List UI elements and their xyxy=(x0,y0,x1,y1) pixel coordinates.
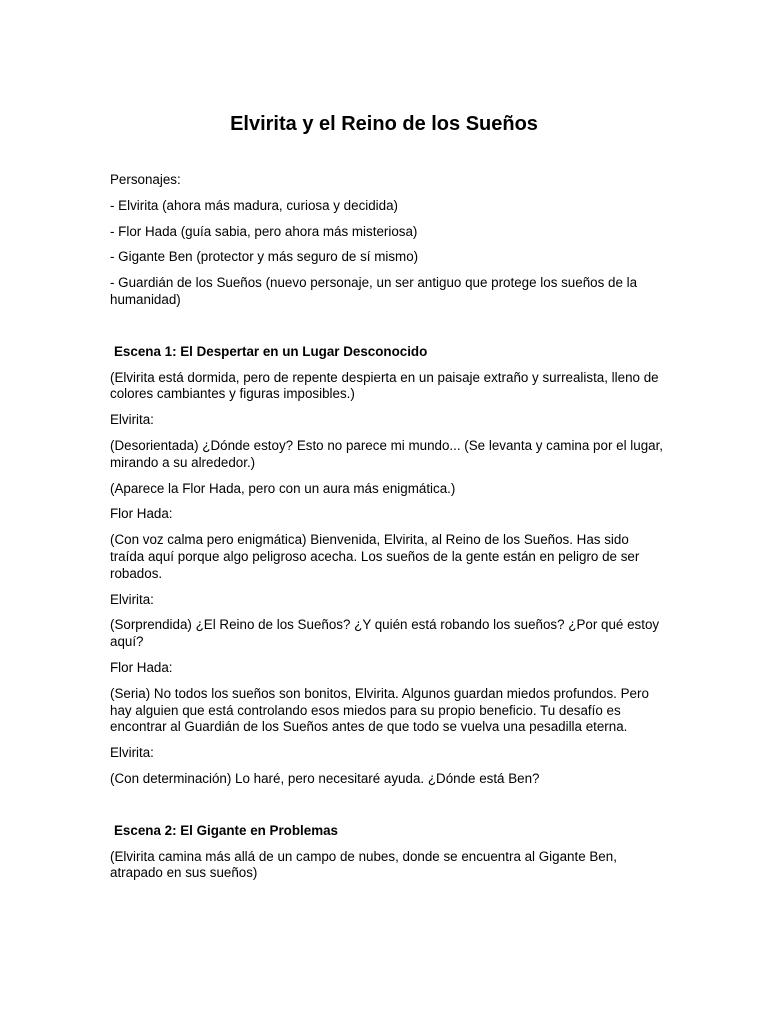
scene-1-heading: Escena 1: El Despertar en un Lugar Desconocido xyxy=(114,343,428,359)
script-line: Flor Hada: xyxy=(110,659,173,675)
document-body xyxy=(110,172,665,891)
script-line: Elvirita: xyxy=(110,745,154,761)
script-line: Flor Hada: xyxy=(110,506,173,522)
scene-2-heading: Escena 2: El Gigante en Problemas xyxy=(114,822,339,838)
script-line: (Elvirita camina más allá de un campo de nubes, donde se encuentra al Gigante Ben, atrapado en sus sueños) xyxy=(110,848,617,881)
character-item: - Flor Hada (guía sabia, pero ahora más misteriosa) xyxy=(110,223,418,239)
document-title: Elvirita y el Reino de los Sueños xyxy=(230,113,538,135)
character-item: - Elvirita (ahora más madura, curiosa y decidida) xyxy=(110,197,399,213)
character-item: - Gigante Ben (protector y más seguro de sí mismo) xyxy=(110,249,419,265)
script-line: (Aparece la Flor Hada, pero con un aura más enigmática.) xyxy=(110,480,456,496)
characters-heading: Personajes: xyxy=(110,172,181,187)
script-line: Elvirita: xyxy=(110,412,154,428)
script-line: (Sorprendida) ¿El Reino de los Sueños? ¿Y quién está robando los sueños? ¿Por qué estoy aquí? xyxy=(110,617,660,650)
script-line: (Con voz calma pero enigmática) Bienvenida, Elvirita, al Reino de los Sueños. Has sido traída aquí porque algo peligroso acecha. Los sueños de la gente están en peligro de ser robados. xyxy=(110,532,640,581)
script-line: (Con determinación) Lo haré, pero necesitaré ayuda. ¿Dónde está Ben? xyxy=(110,770,540,786)
script-line: (Elvirita está dormida, pero de repente despierta en un paisaje extraño y surrealista, lleno de colores cambiantes y figuras imposibles.) xyxy=(110,369,659,402)
script-line: (Seria) No todos los sueños son bonitos, Elvirita. Algunos guardan miedos profundos. Pero hay alguien que está controlando esos miedos para su propio beneficio. Tu desafío es encontrar al Guardián de los Sueños antes de que todo se vuelva una pesadilla eterna. xyxy=(110,685,649,735)
script-line: (Desorientada) ¿Dónde estoy? Esto no parece mi mundo... (Se levanta y camina por el lugar, mirando a su alrededor.) xyxy=(110,437,664,470)
script-line: Elvirita: xyxy=(110,591,154,607)
character-item: - Guardián de los Sueños (nuevo personaje, un ser antiguo que protege los sueños de la humanidad) xyxy=(110,275,638,307)
